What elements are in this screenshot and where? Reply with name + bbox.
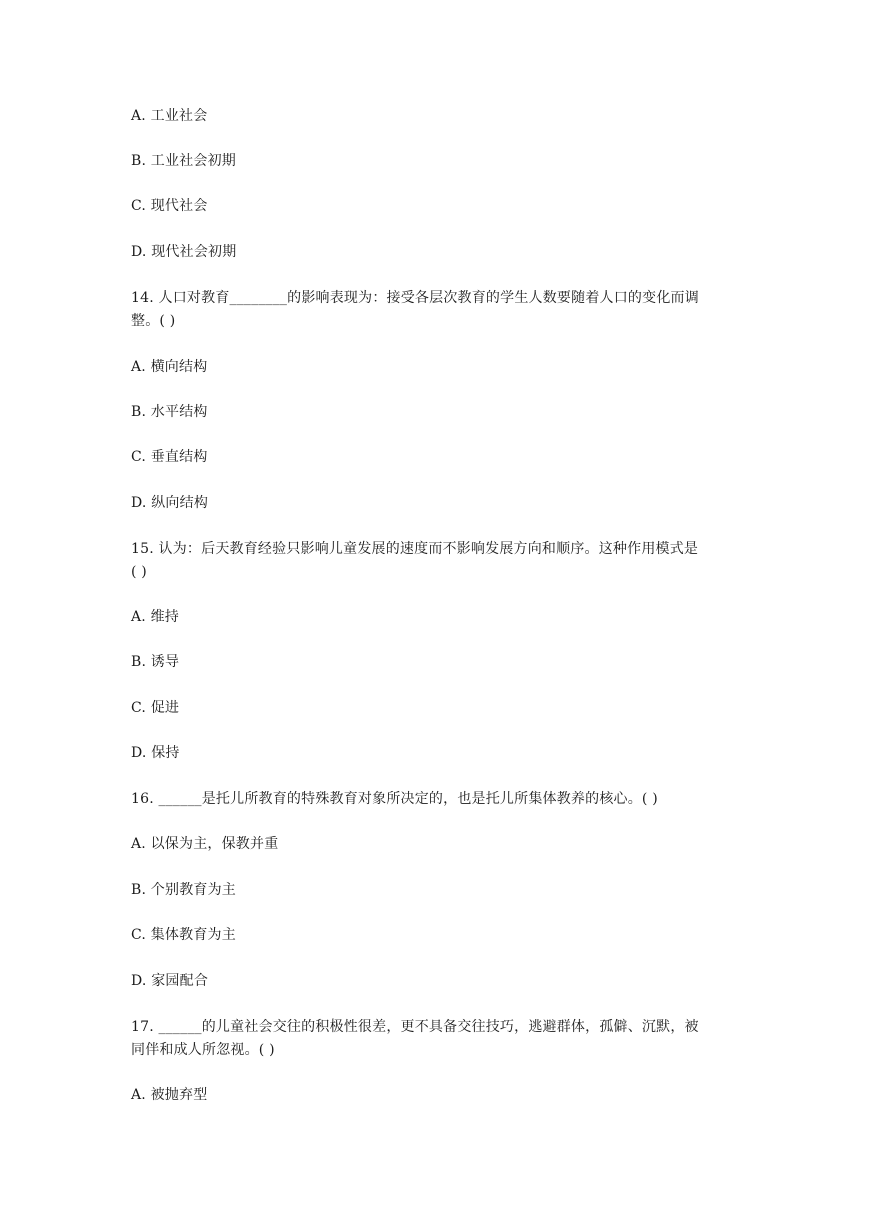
option-16d: D. 家园配合 xyxy=(131,973,209,989)
question-14-line1: 14. 人口对教育________的影响表现为：接受各层次教育的学生人数要随着人口的变化而调 xyxy=(131,290,699,306)
question-14-line2: 整。( ) xyxy=(131,313,176,329)
option-15d: D. 保持 xyxy=(131,745,180,761)
question-17-line1: 17. ______的儿童社会交往的积极性很差，更不具备交往技巧，逃避群体，孤僻、沉默，被 xyxy=(131,1019,699,1035)
option-14d: D. 纵向结构 xyxy=(131,495,209,511)
option-14a: A. 横向结构 xyxy=(131,359,208,375)
option-15c: C. 促进 xyxy=(131,700,180,716)
option-14b: B. 水平结构 xyxy=(131,404,208,420)
question-16-line1: 16. ______是托儿所教育的特殊教育对象所决定的，也是托儿所集体教养的核心。( ) xyxy=(131,791,658,807)
option-13c: C. 现代社会 xyxy=(131,198,208,214)
question-17-line2: 同伴和成人所忽视。( ) xyxy=(131,1042,275,1058)
option-16c: C. 集体教育为主 xyxy=(131,927,236,943)
option-14c: C. 垂直结构 xyxy=(131,449,208,465)
question-15-line2: ( ) xyxy=(131,564,147,580)
option-16b: B. 个别教育为主 xyxy=(131,882,236,898)
option-17a: A. 被抛弃型 xyxy=(131,1087,208,1103)
option-15a: A. 维持 xyxy=(131,609,180,625)
option-13d: D. 现代社会初期 xyxy=(131,244,237,260)
option-15b: B. 诱导 xyxy=(131,654,180,670)
option-13a: A. 工业社会 xyxy=(131,108,208,124)
question-15-line1: 15. 认为：后天教育经验只影响儿童发展的速度而不影响发展方向和顺序。这种作用模式是 xyxy=(131,541,699,557)
option-13b: B. 工业社会初期 xyxy=(131,153,236,169)
option-16a: A. 以保为主，保教并重 xyxy=(131,836,279,852)
